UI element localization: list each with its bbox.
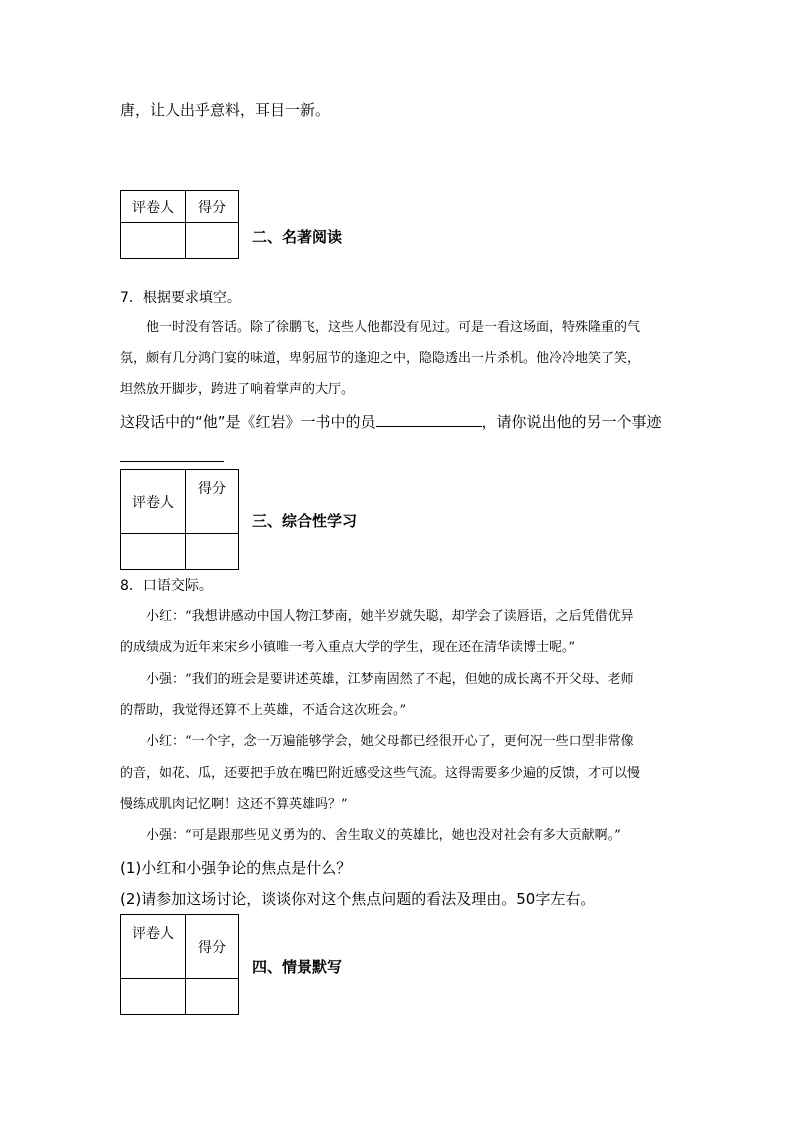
sub-question-1: (1)小红和小强争论的焦点是什么？ — [120, 859, 352, 877]
reviewer-label: 评卷人 — [121, 470, 186, 534]
score-table — [120, 190, 239, 259]
passage-line: 氛，颇有几分鸿门宴的味道，卑躬屈节的逢迎之中，隐隐透出一片杀机。他冷冷地笑了笑， — [120, 351, 641, 366]
fill-in-line — [120, 412, 662, 432]
dialogue-line: 小强：“我们的班会是要讲述英雄，江梦南固然了不起，但她的成长离不开父母、老师 — [146, 672, 634, 687]
dialogue-line: 小红：“一个字，念一万遍能够学会，她父母都已经很开心了，更何况一些口型非常像 — [146, 734, 634, 749]
dialogue-line: 的帮助，我觉得还算不上英雄，不适合这次班会。” — [120, 703, 407, 718]
section-heading: 四、情景默写 — [252, 958, 343, 976]
section-heading: 三、综合性学习 — [252, 512, 358, 530]
score-cell — [186, 979, 239, 1015]
score-label: 得分 — [186, 191, 239, 223]
passage-line: 坦然放开脚步，跨进了响着掌声的大厅。 — [120, 382, 355, 397]
dialogue-line: 慢练成肌肉记忆啊！这还不算英雄吗？” — [120, 797, 348, 812]
reviewer-label: 评卷人 — [121, 191, 186, 223]
dialogue-line: 小红：“我想讲感动中国人物江梦南，她半岁就失聪，却学会了读唇语，之后凭借优异 — [146, 609, 634, 624]
sub-question-2: (2)请参加这场讨论，谈谈你对这个焦点问题的看法及理由。50字左右。 — [120, 890, 596, 908]
intro-tail-text: 唐，让人出乎意料，耳目一新。 — [120, 101, 331, 119]
fill-prompt-before: 这段话中的“他”是《红岩》一书中的员 — [120, 413, 376, 431]
score-table — [120, 469, 239, 570]
question-8-stem: 8．口语交际。 — [120, 578, 213, 594]
score-label: 得分 — [186, 470, 239, 534]
score-label: 得分 — [186, 915, 239, 979]
passage-line: 他一时没有答话。除了徐鹏飞，这些人他都没有见过。可是一看这场面，特殊隆重的气 — [146, 320, 641, 335]
score-table — [120, 914, 239, 1015]
score-cell — [186, 534, 239, 570]
score-cell — [186, 223, 239, 259]
dialogue-line: 小强：“可是跟那些见义勇为的、舍生取义的英雄比，她也没对社会有多大贡献啊。” — [146, 828, 621, 843]
reviewer-cell — [121, 979, 186, 1015]
answer-blank[interactable] — [376, 412, 482, 427]
reviewer-cell — [121, 534, 186, 570]
question-7-stem: 7．根据要求填空。 — [120, 290, 241, 306]
answer-blank[interactable] — [120, 461, 224, 462]
reviewer-label: 评卷人 — [121, 915, 186, 979]
section-heading: 二、名著阅读 — [252, 228, 343, 246]
reviewer-cell — [121, 223, 186, 259]
fill-prompt-after: ，请你说出他的另一个事迹 — [481, 413, 662, 431]
dialogue-line: 的成绩成为近年来宋乡小镇唯一考入重点大学的学生，现在还在清华读博士呢。” — [120, 640, 576, 655]
dialogue-line: 的音，如花、瓜，还要把手放在嘴巴附近感受这些气流。这得需要多少遍的反馈，才可以慢 — [120, 766, 641, 781]
